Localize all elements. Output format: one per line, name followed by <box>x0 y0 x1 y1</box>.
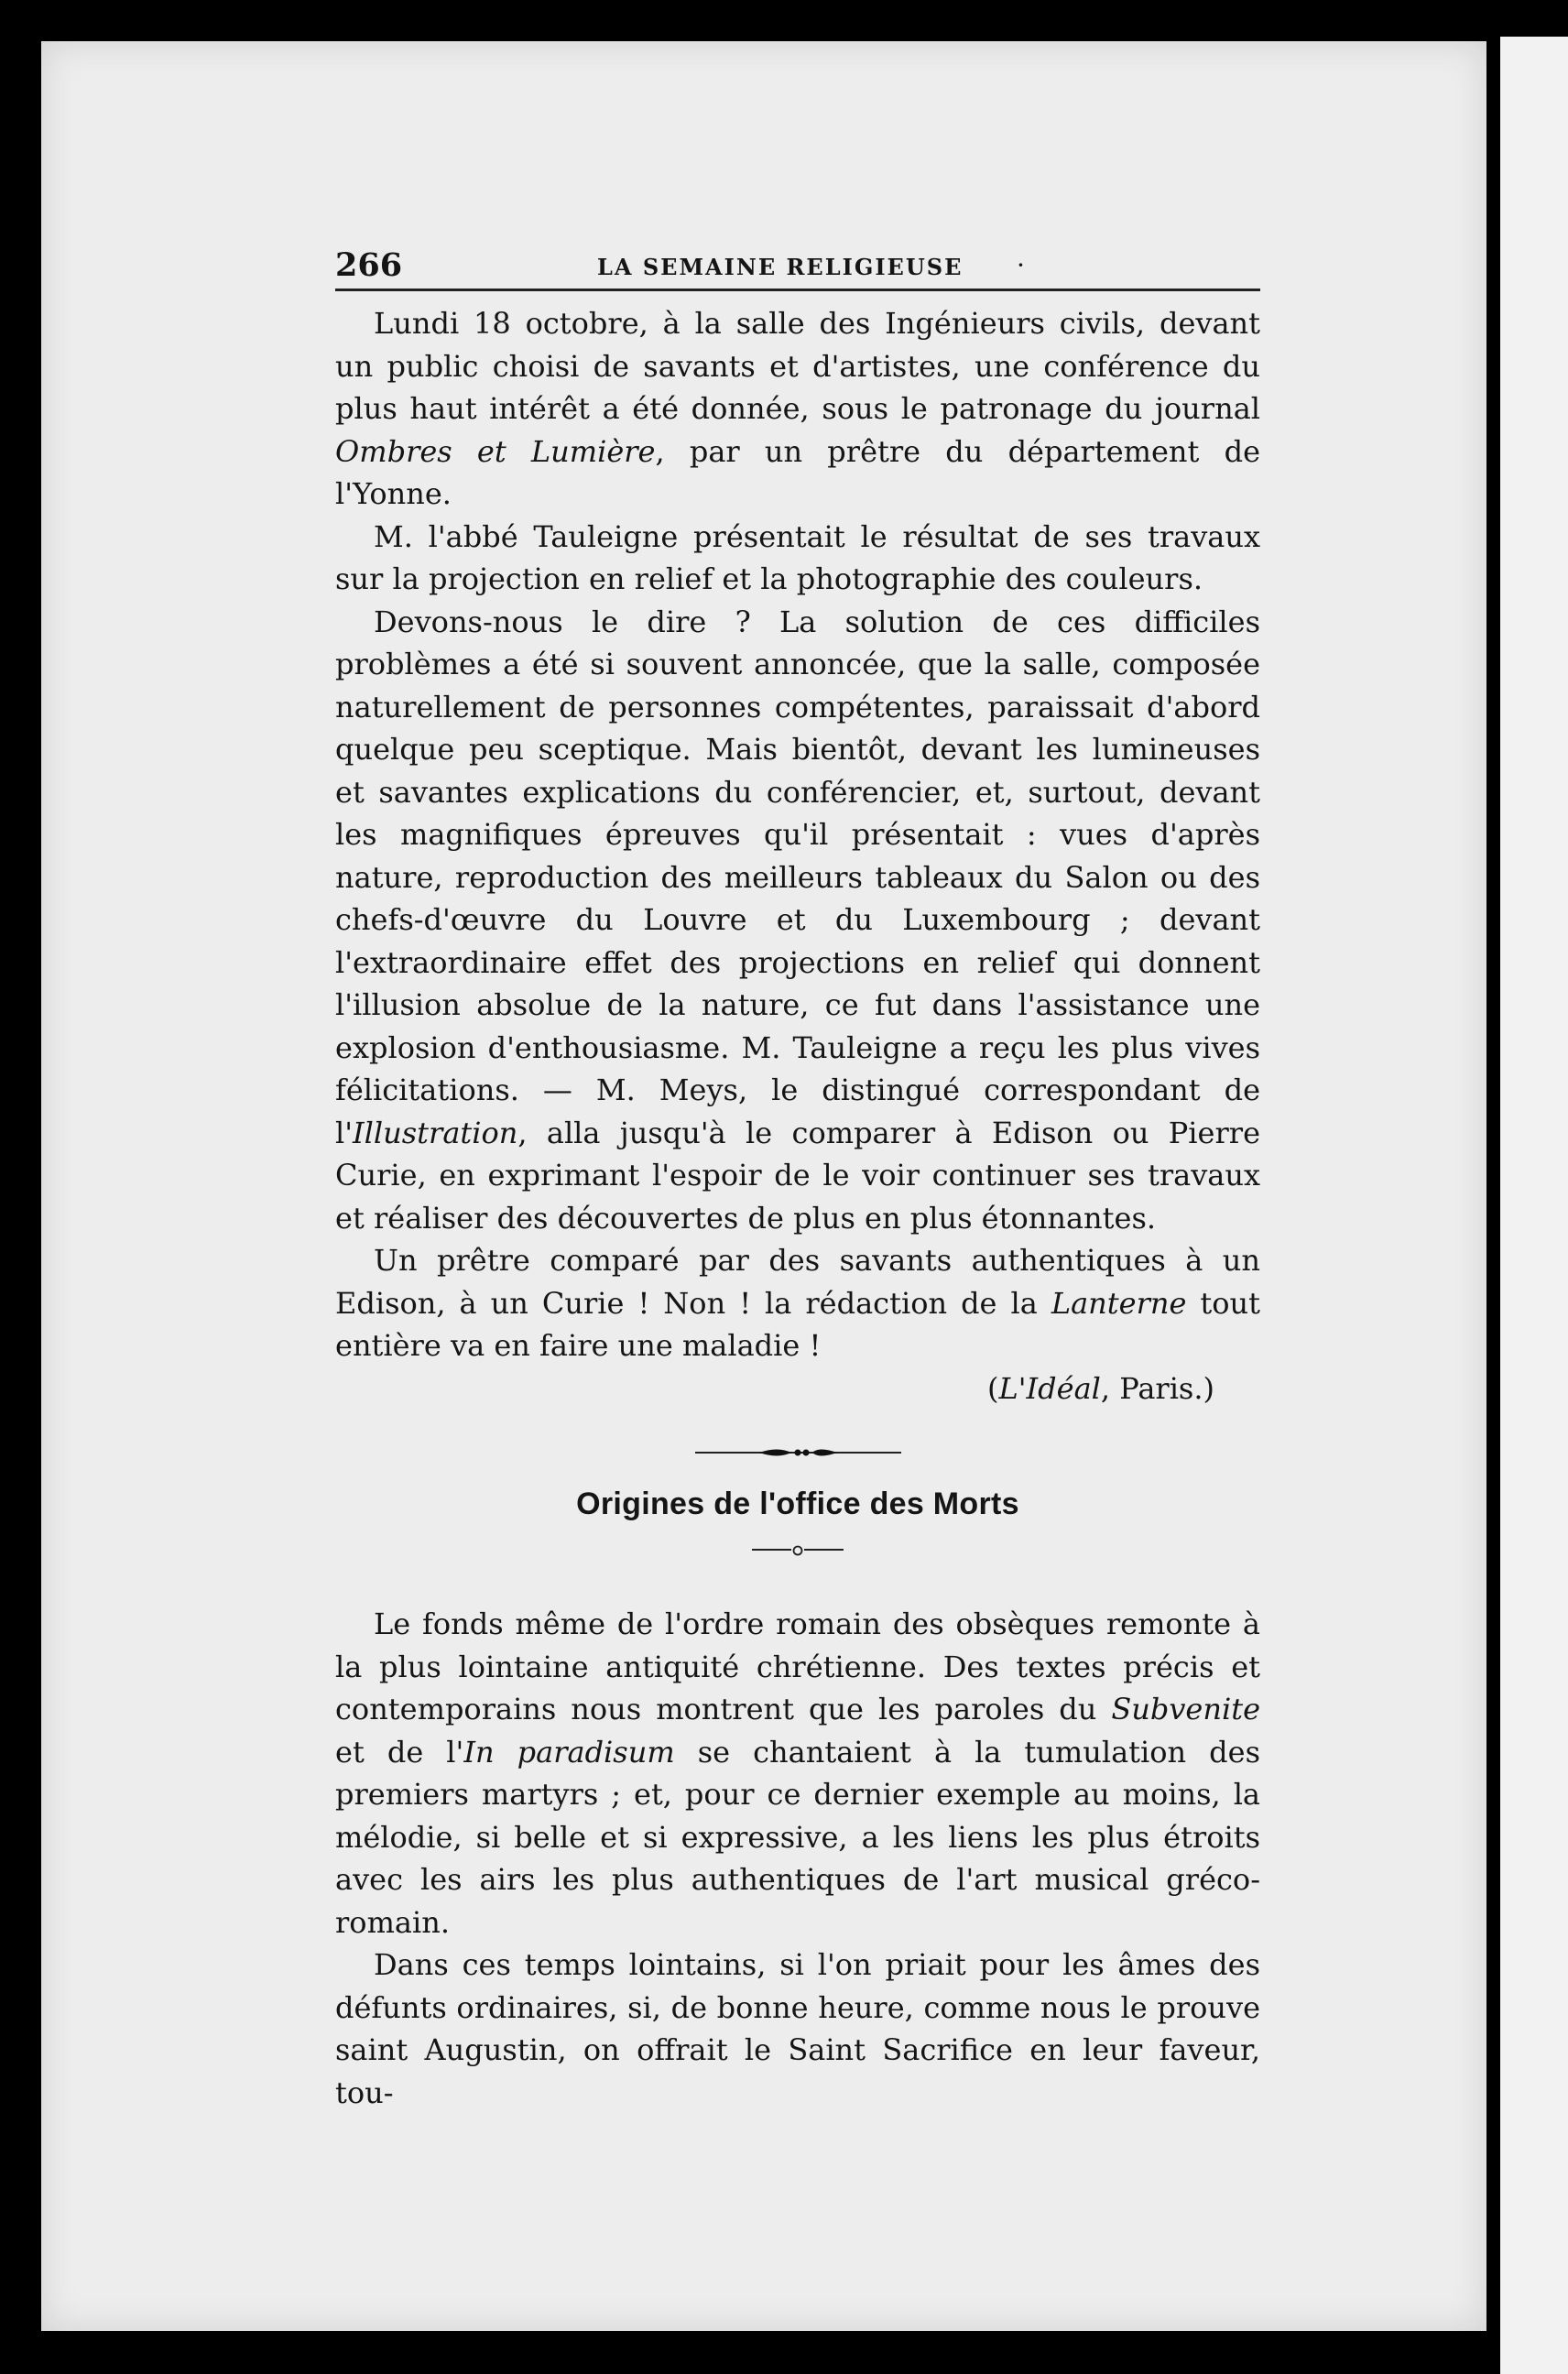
attribution-open: ( <box>986 1370 999 1406</box>
paragraph: Dans ces temps lointains, si l'on priait pour les âmes des défunts ordinaires, si, de bonne heure, comme nous le prouve saint Augustin, on offrait le Saint Sacrifice en leur faveur, tou- <box>335 1947 1260 2110</box>
paragraph <box>335 1603 1260 1944</box>
header-dot: · <box>1017 250 1025 280</box>
italic-title: Subvenite <box>1111 1692 1260 1726</box>
running-header <box>335 234 1260 291</box>
paragraph-text: tout entière va en faire une maladie ! <box>335 1285 1261 1363</box>
paragraph <box>335 1239 1260 1367</box>
page-content <box>335 234 1260 2114</box>
paragraph-text: , alla jusqu'à le comparer à Edison ou Pierre Curie, en exprimant l'espoir de le voir continuer ses travaux et réaliser des découvertes de plus en plus étonnantes. <box>335 1115 1260 1236</box>
journal-title: LA SEMAINE RELIGIEUSE <box>597 254 964 280</box>
article-office-des-morts <box>335 1603 1260 2114</box>
paragraph-text: Devons-nous le dire ? La solution de ces difficiles problèmes a été si souvent annoncée, que la salle, composée naturellement de personnes compétentes, paraissait d'abord quelque peu sceptique. Mais bientôt, devant les lumineuses et savantes explications du conférencier, et, surtout, devant les magnifiques épreuves qu'il présentait : vues d'après nature, reproduction des meilleurs tableaux du Salon ou des chefs-d'œuvre du Louvre et du Luxembourg ; devant l'extraordinaire effet des projections en relief qui donnent l'illusion absolue de la nature, ce fut dans l'assistance une explosion d'enthousiasme. M. Tauleigne a reçu les plus vives félicitations. — M. Meys, le distingué correspondant de l' <box>335 604 1260 1150</box>
paragraph <box>335 302 1260 516</box>
italic-title: Ombres et Lumière <box>335 433 656 469</box>
ornamental-separator <box>695 1443 901 1463</box>
paragraph-text: Lundi 18 octobre, à la salle des Ingénieurs civils, devant un public choisi de savants et d'artistes, une conférence du plus haut intérêt a été donnée, sous le patronage du journal <box>335 306 1260 426</box>
attribution-source: L'Idéal <box>998 1370 1101 1406</box>
paragraph-text: Un prêtre comparé par des savants authentiques à un Edison, à un Curie ! Non ! la rédaction de la <box>335 1243 1260 1321</box>
page-number: 266 <box>335 246 403 284</box>
paragraph-text: Le fonds même de l'ordre romain des obsèques remonte à la plus lointaine antiquité chrétienne. Des textes précis et contemporains nous montrent que les paroles du <box>335 1606 1260 1726</box>
paragraph-text: , par un prêtre du département de l'Yonne. <box>335 433 1261 511</box>
attribution-place: , Paris.) <box>1100 1370 1214 1406</box>
section-title: Origines de l'office des Morts <box>576 1486 1019 1521</box>
italic-title: Lanterne <box>1051 1285 1187 1321</box>
binding-gutter <box>1486 37 1500 2374</box>
paragraph <box>335 601 1260 1240</box>
article-ombres-et-lumiere <box>335 302 1260 1367</box>
small-rule-divider <box>335 1541 1260 1559</box>
source-attribution <box>335 1367 1260 1410</box>
italic-title: Illustration <box>353 1115 518 1150</box>
paragraph: M. l'abbé Tauleigne présentait le résultat de ses travaux sur la projection en relief et la photographie des couleurs. <box>335 518 1260 596</box>
paragraph-text: se chantaient à la tumulation des premiers martyrs ; et, pour ce dernier exemple au moins, la mélodie, si belle et si expressive, a les liens les plus étroits avec les airs les plus authentiques de l'art musical gréco-romain. <box>335 1734 1261 1940</box>
facing-page-edge <box>1500 37 1568 2374</box>
paragraph-text: et de l' <box>335 1734 464 1770</box>
italic-title: In paradisum <box>463 1734 675 1770</box>
